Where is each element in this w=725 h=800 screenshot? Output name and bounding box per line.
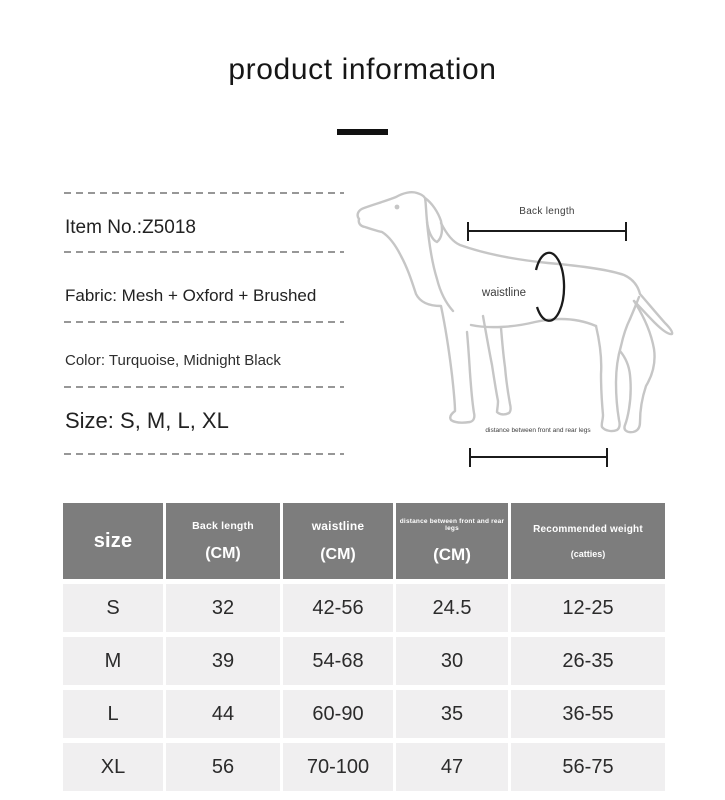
cell-weight: 56-75 [511, 743, 665, 791]
header-cell-size [63, 503, 163, 579]
cell-size: XL [63, 743, 163, 791]
header-title: Recommended weight [533, 523, 643, 535]
dashed-divider [64, 251, 344, 253]
cell-leg-distance: 24.5 [396, 584, 508, 632]
header-title: distance between front and rear legs [399, 517, 505, 532]
dashed-divider [64, 386, 344, 388]
leg-distance-label: distance between front and rear legs [485, 427, 591, 434]
dashed-divider [64, 453, 344, 455]
header-title: Back length [192, 519, 254, 532]
detail-size: Size: S, M, L, XL [65, 408, 229, 433]
dashed-divider [64, 321, 344, 323]
cell-waistline: 60-90 [283, 690, 393, 738]
cell-weight: 12-25 [511, 584, 665, 632]
cell-back-length: 39 [166, 637, 280, 685]
header-cell-leg-distance [396, 503, 508, 579]
cell-weight: 36-55 [511, 690, 665, 738]
cell-back-length: 32 [166, 584, 280, 632]
back-length-label: Back length [519, 206, 575, 217]
header-title: waistline [311, 518, 365, 533]
header-cell-waistline [283, 503, 393, 579]
header-title: size [93, 529, 133, 552]
cell-leg-distance: 30 [396, 637, 508, 685]
detail-color: Color: Turquoise, Midnight Black [65, 352, 281, 369]
header-unit: (CM) [433, 544, 471, 564]
cell-waistline: 70-100 [283, 743, 393, 791]
cell-back-length: 44 [166, 690, 280, 738]
size-table [63, 503, 665, 791]
header-unit: (catties) [570, 548, 606, 559]
cell-waistline: 42-56 [283, 584, 393, 632]
waistline-label: waistline [481, 287, 526, 299]
header-unit: (CM) [205, 544, 241, 562]
detail-fabric: Fabric: Mesh + Oxford + Brushed [65, 286, 317, 305]
title-underline-bar [337, 129, 388, 135]
cell-size: M [63, 637, 163, 685]
cell-size: S [63, 584, 163, 632]
cell-size: L [63, 690, 163, 738]
dashed-divider [64, 192, 344, 194]
cell-leg-distance: 35 [396, 690, 508, 738]
header-cell-back-length [166, 503, 280, 579]
header-unit: (CM) [320, 545, 356, 563]
page-title: product information [228, 53, 497, 86]
dog-size-diagram [350, 165, 725, 485]
cell-leg-distance: 47 [396, 743, 508, 791]
back-length-measure-line [468, 222, 626, 241]
cell-waistline: 54-68 [283, 637, 393, 685]
header-cell-weight [511, 503, 665, 579]
dog-eye [395, 205, 400, 210]
cell-weight: 26-35 [511, 637, 665, 685]
cell-back-length: 56 [166, 743, 280, 791]
detail-item-no: Item No.:Z5018 [65, 217, 196, 238]
leg-distance-measure-line [470, 448, 607, 467]
